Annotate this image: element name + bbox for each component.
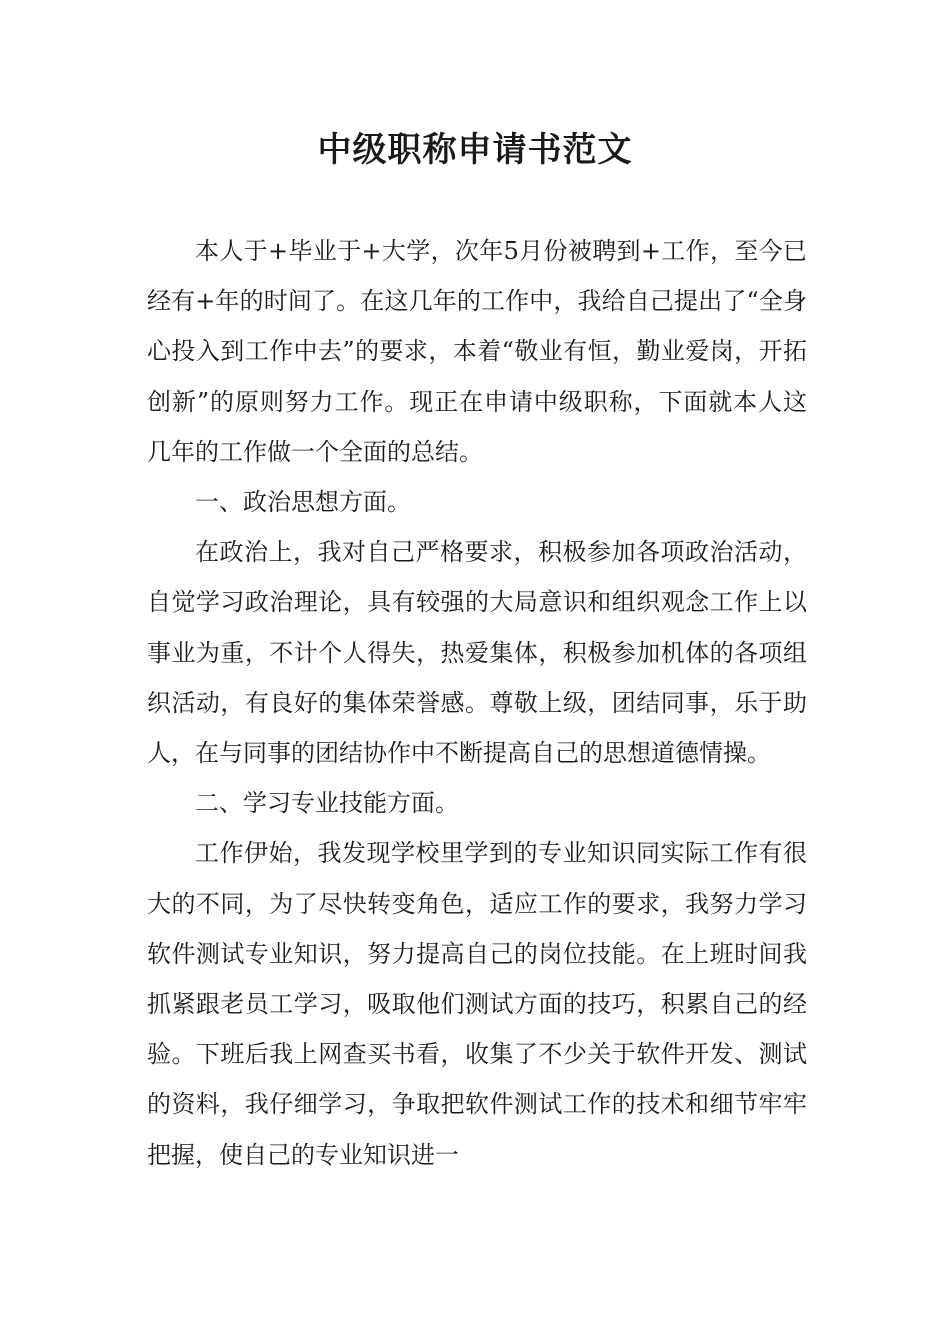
section-heading-skills: 二、学习专业技能方面。 [195,789,459,818]
document-title: 中级职称申请书范文 [317,130,633,170]
section-heading-politics: 一、政治思想方面。 [195,488,411,517]
paragraph-skills: 工作伊始，我发现学校里学到的专业知识同实际工作有很大的不同，为了尽快转变角色，适应工作的要求，我努力学习软件测试专业知识，努力提高自己的岗位技能。在上班时间我抓紧跟老员工学习，吸取他们测试方面的技巧，积累自己的经验。下班后我上网查买书看，收集了不少关于软件开发、测试的资料，我仔细学习，争取把软件测试工作的技术和细节牢牢把握，使自己的专业知识进一 [147,839,807,1169]
paragraph-politics: 在政治上，我对自己严格要求，积极参加各项政治活动，自觉学习政治理论，具有较强的大局意识和组织观念工作上以事业为重，不计个人得失，热爱集体，积极参加机体的各项组织活动，有良好的集体荣誉感。尊敬上级，团结同事，乐于助人，在与同事的团结协作中不断提高自己的思想道德情操。 [147,538,807,768]
document-body [147,226,807,1180]
paragraph-intro: 本人于+毕业于+大学，次年5月份被聘到+工作，至今已经有+年的时间了。在这几年的工作中，我给自己提出了“全身心投入到工作中去”的要求，本着“敬业有恒，勤业爱岗，开拓创新”的原则努力工作。现正在申请中级职称，下面就本人这几年的工作做一个全面的总结。 [147,237,807,466]
